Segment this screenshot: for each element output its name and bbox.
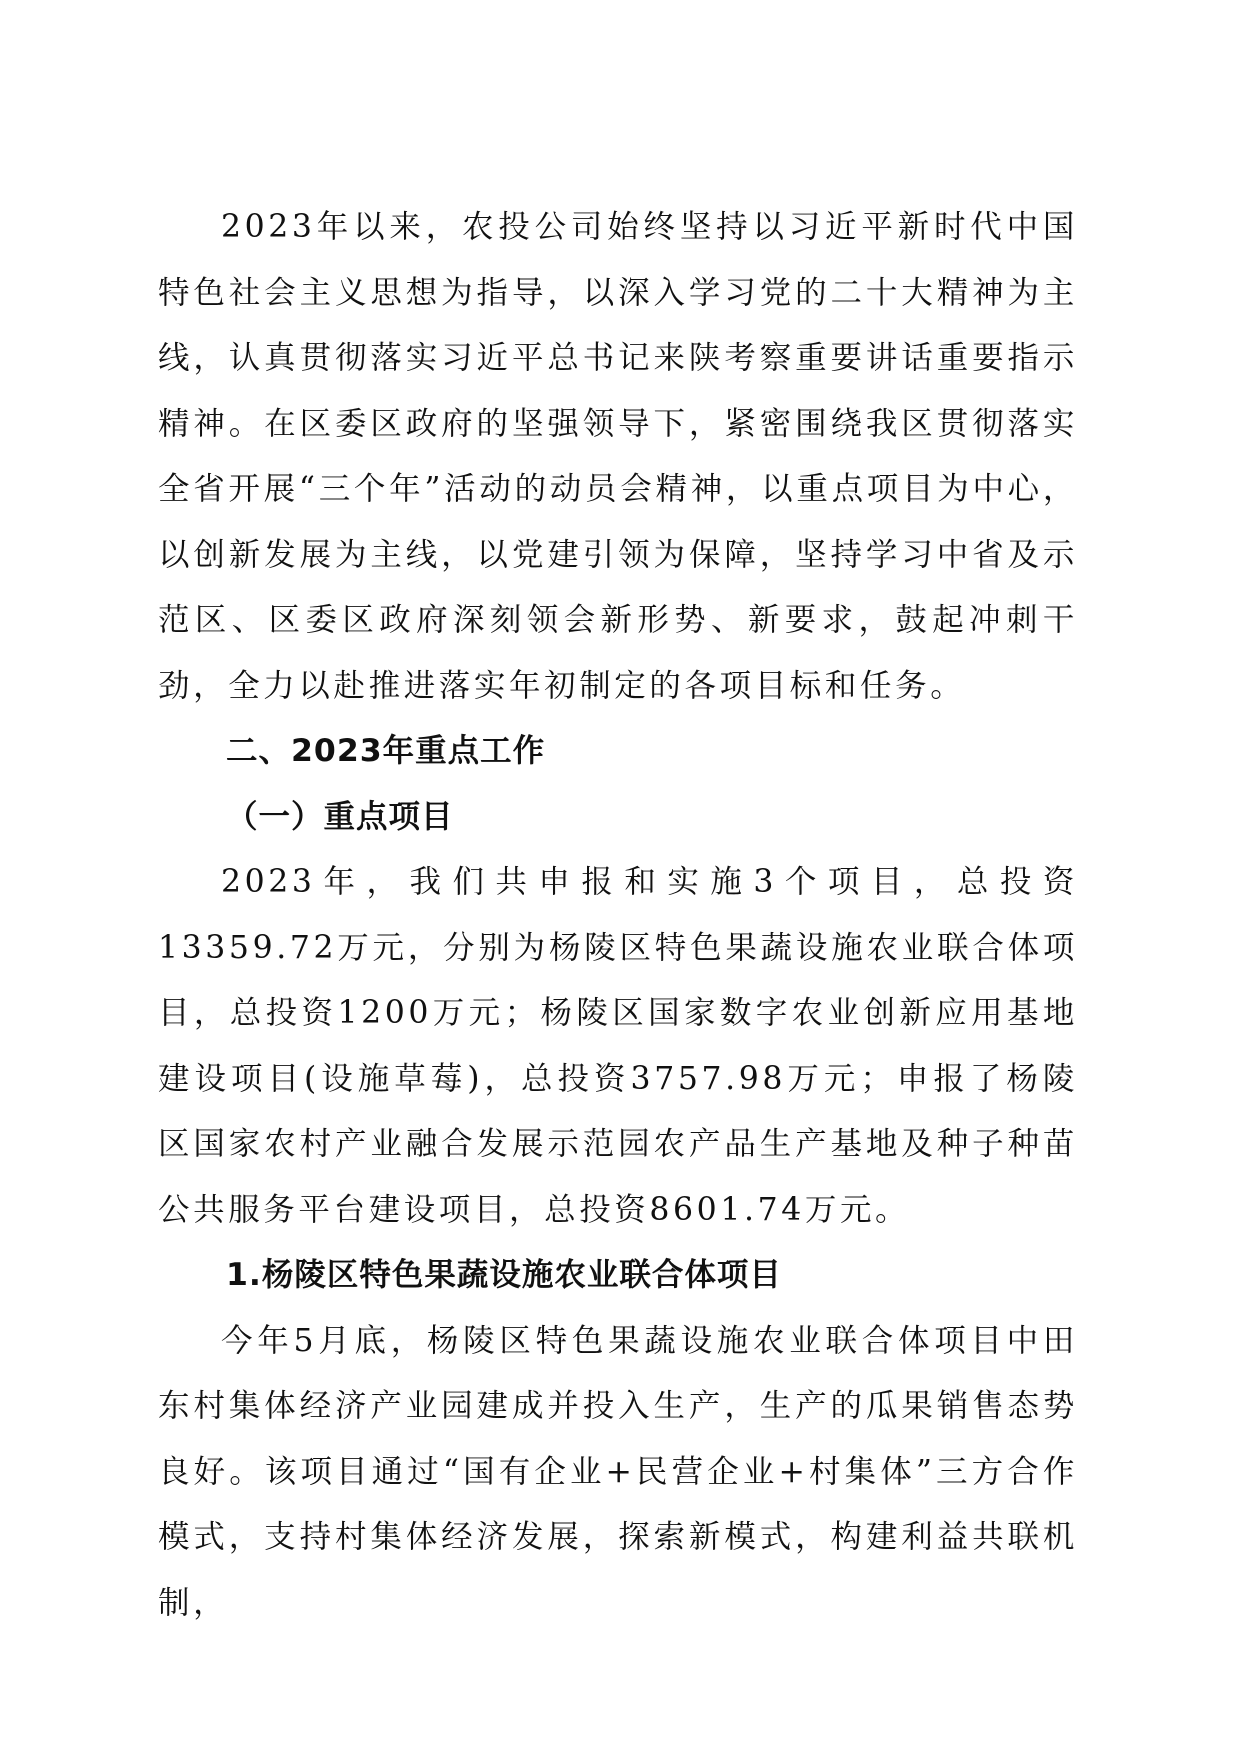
subsection-heading-key-projects: （一）重点项目 [226, 798, 454, 835]
project-1-heading: 1.杨陵区特色果蔬设施农业联合体项目 [226, 1257, 782, 1293]
project-1-paragraph: 今年5月底，杨陵区特色果蔬设施农业联合体项目中田东村集体经济产业园建成并投入生产，生产的瓜果销售态势良好。该项目通过“国有企业+民营企业+村集体”三方合作模式，支持村集体经济发展，探索新模式，构建利益共联机制， [158, 1322, 1078, 1621]
intro-paragraph: 2023年以来，农投公司始终坚持以习近平新时代中国特色社会主义思想为指导，以深入学习党的二十大精神为主线，认真贯彻落实习近平总书记来陕考察重要讲话重要指示精神。在区委区政府的坚强领导下，紧密围绕我区贯彻落实全省开展“三个年”活动的动员会精神，以重点项目为中心，以创新发展为主线，以党建引领为保障，坚持学习中省及示范区、区委区政府深刻领会新形势、新要求，鼓起冲刺干劲，全力以赴推进落实年初制定的各项目标和任务。 [158, 209, 1078, 704]
projects-summary-paragraph: 2023年，我们共申报和实施3个项目，总投资13359.72万元，分别为杨陵区特色果蔬设施农业联合体项目，总投资1200万元；杨陵区国家数字农业创新应用基地建设项目(设施草莓)，总投资3757.98万元；申报了杨陵区国家农村产业融合发展示范园农产品生产基地及种子种苗公共服务平台建设项目，总投资8601.74万元。 [158, 864, 1078, 1228]
section-heading-key-work: 二、2023年重点工作 [226, 733, 546, 769]
document-body [158, 195, 1078, 1636]
